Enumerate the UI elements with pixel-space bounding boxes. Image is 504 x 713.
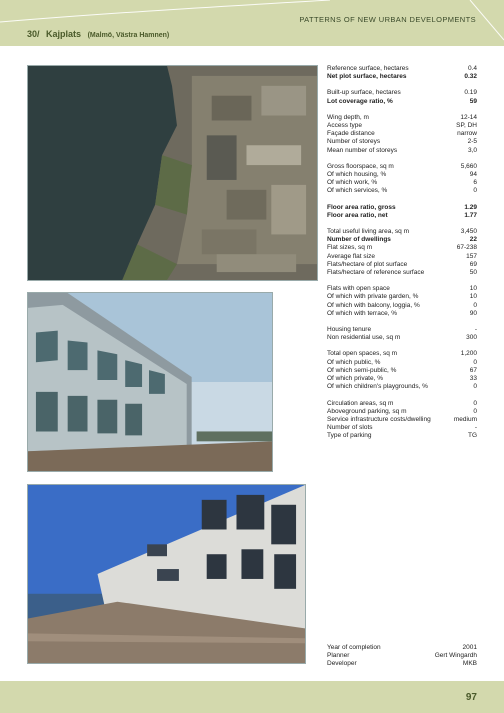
stat-value: 6 (473, 179, 477, 187)
stat-label: Service infrastructure costs/dwelling (327, 415, 431, 423)
group-gap (327, 277, 477, 285)
page-title (27, 29, 169, 39)
stat-row (327, 187, 477, 195)
stat-label: Of which housing, % (327, 171, 387, 179)
stat-value: 1.29 (464, 203, 477, 211)
stat-row (327, 179, 477, 187)
stat-value: 69 (469, 260, 477, 268)
page-number: 97 (465, 692, 477, 703)
stat-value: 94 (469, 171, 477, 179)
stat-row (327, 383, 477, 391)
stat-label: Number of storeys (327, 138, 381, 146)
stat-label: Lot coverage ratio, % (327, 97, 393, 105)
stat-row (327, 432, 477, 440)
group-gap (327, 106, 477, 114)
group-gap (327, 392, 477, 400)
stat-row (327, 73, 477, 81)
stat-label: Number of dwellings (327, 236, 391, 244)
stat-row (327, 310, 477, 318)
stat-value: 0 (473, 301, 477, 309)
stat-row (327, 163, 477, 171)
stat-value: 67-238 (456, 244, 477, 252)
stat-value: 0 (473, 383, 477, 391)
stat-value: 3,0 (467, 146, 477, 154)
credit-row (327, 652, 477, 660)
stat-row (327, 228, 477, 236)
title-slash: / (37, 29, 40, 39)
stat-value: - (474, 326, 477, 334)
stat-row (327, 326, 477, 334)
facade-photo (27, 292, 273, 472)
stat-label: Flats/hectare of reference surface (327, 269, 425, 277)
stat-value: 0 (473, 358, 477, 366)
credit-value: Gert Wingardh (434, 652, 477, 660)
project-location: (Malmö, Västra Hamnen) (87, 32, 170, 39)
stat-row (327, 65, 477, 73)
stat-row (327, 212, 477, 220)
stat-label: Of which public, % (327, 358, 381, 366)
stat-row (327, 408, 477, 416)
stat-value: 12-14 (460, 113, 477, 121)
stat-label: Of which with balcony, loggia, % (327, 301, 420, 309)
stat-row (327, 400, 477, 408)
group-gap (327, 81, 477, 89)
stat-row (327, 285, 477, 293)
credit-label: Developer (327, 660, 357, 668)
stat-label: Aboveground parking, sq m (327, 407, 407, 415)
credit-label: Planner (327, 652, 350, 660)
stat-row (327, 89, 477, 97)
stat-value: TG (467, 432, 477, 440)
stat-value: 0.19 (464, 89, 477, 97)
stat-label: Of which with private garden, % (327, 293, 419, 301)
group-gap (327, 342, 477, 350)
stat-value: 0.32 (464, 73, 477, 81)
stat-value: 10 (469, 293, 477, 301)
stat-label: Total open spaces, sq m (327, 350, 398, 358)
stat-label: Wing depth, m (327, 113, 369, 121)
stat-row (327, 367, 477, 375)
stat-row (327, 375, 477, 383)
group-gap (327, 155, 477, 163)
stat-value: 1,200 (460, 350, 477, 358)
stat-value: 3,450 (460, 228, 477, 236)
stat-row (327, 359, 477, 367)
stat-row (327, 261, 477, 269)
stat-label: Mean number of storeys (327, 146, 398, 154)
stat-label: Average flat size (327, 252, 375, 260)
stat-value: 0 (473, 399, 477, 407)
stat-row (327, 302, 477, 310)
footer-band (0, 681, 504, 713)
stat-label: Flats with open space (327, 285, 390, 293)
stat-row (327, 147, 477, 155)
credit-value: 2001 (462, 644, 477, 651)
stat-label: Façade distance (327, 130, 375, 138)
stat-value: 67 (469, 366, 477, 374)
stat-label: Built-up surface, hectares (327, 89, 401, 97)
stat-row (327, 130, 477, 138)
stat-value: 2-5 (467, 138, 477, 146)
stat-label: Of which services, % (327, 187, 388, 195)
stat-row (327, 244, 477, 252)
credits-list (327, 644, 477, 669)
stat-row (327, 98, 477, 106)
stat-label: Non residential use, sq m (327, 334, 401, 342)
stat-row (327, 334, 477, 342)
stat-label: Floor area ratio, net (327, 211, 388, 219)
header-band (0, 0, 504, 46)
credit-label: Year of completion (327, 644, 381, 651)
stat-row (327, 236, 477, 244)
stat-label: Circulation areas, sq m (327, 399, 394, 407)
stat-value: 90 (469, 309, 477, 317)
project-name: Kajplats (46, 29, 82, 39)
stat-row (327, 171, 477, 179)
credit-value: MKB (462, 660, 477, 668)
stat-row (327, 138, 477, 146)
group-gap (327, 318, 477, 326)
stat-value: narrow (457, 130, 477, 138)
stat-value: 50 (469, 269, 477, 277)
stat-label: Net plot surface, hectares (327, 73, 407, 81)
stat-label: Number of slots (327, 424, 373, 432)
stat-value: 22 (469, 236, 477, 244)
stat-label: Of which children's playgrounds, % (327, 383, 428, 391)
stat-row (327, 424, 477, 432)
stat-label: Gross floorspace, sq m (327, 162, 394, 170)
stat-value: 300 (466, 334, 477, 342)
stat-value: 157 (466, 252, 477, 260)
stat-label: Of which with terrace, % (327, 309, 398, 317)
stat-value: - (474, 424, 477, 432)
stat-row (327, 204, 477, 212)
stat-value: medium (453, 415, 477, 423)
stat-value: 0.4 (467, 65, 477, 72)
credit-row (327, 660, 477, 668)
stat-row (327, 350, 477, 358)
stat-row (327, 114, 477, 122)
stat-value: 1.77 (464, 211, 477, 219)
stat-label: Flats/hectare of plot surface (327, 260, 408, 268)
stat-row (327, 122, 477, 130)
stat-value: 10 (469, 285, 477, 293)
series-title: PATTERNS OF NEW URBAN DEVELOPMENTS (299, 15, 476, 24)
aerial-photo (27, 65, 318, 281)
stat-label: Housing tenure (327, 326, 372, 334)
group-gap (327, 220, 477, 228)
stat-row (327, 293, 477, 301)
stat-value: 0 (473, 407, 477, 415)
stat-label: Flat sizes, sq m (327, 244, 373, 252)
stat-label: Type of parking (327, 432, 372, 440)
group-gap (327, 196, 477, 204)
stat-label: Of which private, % (327, 375, 383, 383)
stat-label: Of which work, % (327, 179, 378, 187)
stat-label: Of which semi-public, % (327, 366, 397, 374)
stat-value: SP, DH (456, 122, 477, 130)
stat-row (327, 269, 477, 277)
stat-value: 5,660 (460, 162, 477, 170)
stat-value: 33 (469, 375, 477, 383)
credit-row (327, 644, 477, 652)
stat-row (327, 416, 477, 424)
stat-value: 59 (469, 97, 477, 105)
stat-row (327, 253, 477, 261)
stat-label: Floor area ratio, gross (327, 203, 396, 211)
statistics-list (327, 65, 477, 441)
stat-label: Access type (327, 122, 363, 130)
page-ref: 30 (27, 29, 38, 39)
promenade-photo (27, 484, 306, 664)
stat-label: Reference surface, hectares (327, 65, 409, 72)
stat-label: Total useful living area, sq m (327, 228, 410, 236)
stat-value: 0 (473, 187, 477, 195)
